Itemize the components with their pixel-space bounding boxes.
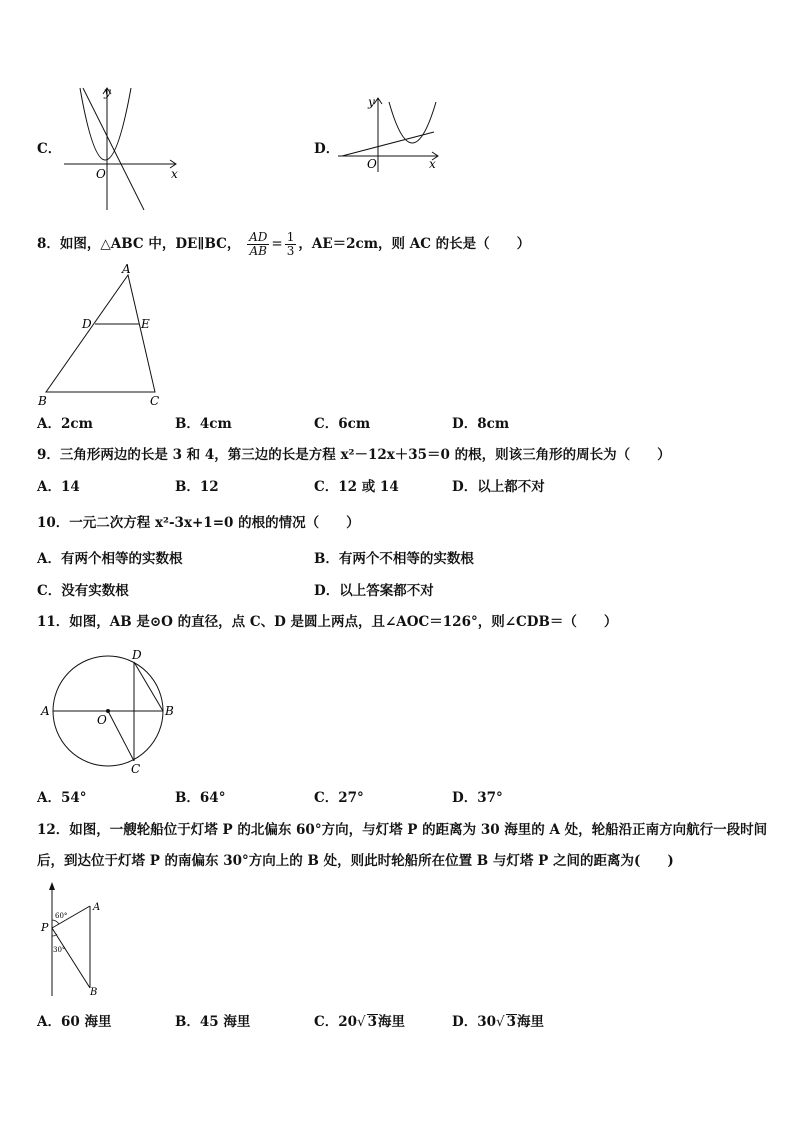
- q11-circle-figure: [36, 646, 186, 776]
- q11-option-a[interactable]: A．54°: [37, 790, 87, 806]
- q7-option-d-label: D．: [314, 141, 340, 157]
- q9-stem: 9．三角形两边的长是 3 和 4，第三边的长是方程 x²－12x＋35＝0 的根，则该三角形的周长为（ ）: [37, 447, 671, 463]
- q9-option-d[interactable]: D．以上都不对: [452, 479, 545, 495]
- q7c-axis-x-label: x: [171, 167, 178, 181]
- q12-label-a: A: [93, 902, 101, 913]
- q8-val-den: 3: [286, 244, 295, 258]
- sqrt-icon: √: [496, 1014, 505, 1030]
- q8-triangle-figure: [34, 262, 174, 407]
- q11-label-d: D: [132, 648, 142, 662]
- q11-option-b[interactable]: B．64°: [175, 790, 226, 806]
- q7c-axis-y-label: y: [104, 85, 111, 99]
- q12-option-c[interactable]: [314, 1013, 405, 1031]
- q10-option-a[interactable]: A．有两个相等的实数根: [37, 551, 183, 567]
- q12-option-d-suffix: 海里: [517, 1014, 545, 1030]
- q8-fraction-ad-ab: [247, 231, 269, 258]
- q12-stem-line2: 后，到达位于灯塔 P 的南偏东 30°方向上的 B 处，则此时轮船所在位置 B 与灯塔 P 之间的距离为( ): [37, 853, 674, 869]
- q12-option-d[interactable]: [452, 1013, 544, 1031]
- q8-text-after: ，AE＝2cm，则 AC 的长是（ ）: [298, 236, 531, 252]
- q7d-axis-y-label: y: [368, 95, 375, 109]
- q12-option-c-suffix: 海里: [378, 1014, 406, 1030]
- q11-label-a: A: [41, 704, 50, 718]
- q11-stem: 11．如图，AB 是⊙O 的直径，点 C、D 是圆上两点，且∠AOC＝126°，则∠CDB＝（ ）: [37, 614, 618, 630]
- q8-label-d: D: [82, 317, 92, 331]
- q12-label-p: P: [41, 921, 49, 934]
- q12-option-c-radicand: 3: [367, 1014, 378, 1030]
- q12-option-d-prefix: D．30: [452, 1014, 496, 1030]
- q11-option-c[interactable]: C．27°: [314, 790, 364, 806]
- q8-stem: [37, 231, 530, 258]
- q8-label-e: E: [141, 317, 150, 331]
- q12-option-d-radicand: 3: [506, 1014, 517, 1030]
- q12-option-b[interactable]: B．45 海里: [175, 1014, 251, 1030]
- q8-option-b[interactable]: B．4cm: [175, 416, 232, 432]
- q10-option-d[interactable]: D．以上答案都不对: [314, 583, 434, 599]
- q7-option-d-graph: [334, 94, 444, 174]
- q11-label-b: B: [165, 704, 174, 718]
- q8-option-d[interactable]: D．8cm: [452, 416, 510, 432]
- q9-option-b[interactable]: B．12: [175, 479, 219, 495]
- q10-option-b[interactable]: B．有两个不相等的实数根: [314, 551, 474, 567]
- q10-option-c[interactable]: C．没有实数根: [37, 583, 129, 599]
- q12-label-b: B: [90, 987, 98, 998]
- q12-angle-60: 60°: [55, 912, 68, 920]
- q12-angle-30: 30°: [53, 946, 66, 954]
- q8-text-before: 8．如图，△ABC 中，DE∥BC，: [37, 236, 241, 252]
- q11-label-c: C: [131, 762, 141, 776]
- q9-option-a[interactable]: A．14: [37, 479, 80, 495]
- q8-label-a: A: [122, 262, 131, 276]
- q12-bearing-figure: [38, 880, 128, 998]
- q12-option-a[interactable]: A．60 海里: [37, 1014, 112, 1030]
- q8-equals: =: [271, 236, 283, 252]
- q7-option-c-label: C．: [37, 141, 62, 157]
- q8-option-c[interactable]: C．6cm: [314, 416, 371, 432]
- q9-option-c[interactable]: C．12 或 14: [314, 479, 399, 495]
- q8-frac-den: AB: [249, 244, 267, 258]
- q8-label-b: B: [38, 394, 47, 408]
- q7d-axis-x-label: x: [429, 157, 436, 171]
- q8-fraction-value: [285, 231, 297, 258]
- q10-stem: 10．一元二次方程 x²-3x+1=0 的根的情况（ ）: [37, 515, 360, 531]
- q11-label-o: O: [97, 713, 107, 727]
- q8-option-a[interactable]: A．2cm: [37, 416, 93, 432]
- q7c-origin-label: O: [96, 167, 106, 181]
- sqrt-icon: √: [357, 1014, 366, 1030]
- q11-option-d[interactable]: D．37°: [452, 790, 503, 806]
- q12-stem-line1: 12．如图，一艘轮船位于灯塔 P 的北偏东 60°方向，与灯塔 P 的距离为 30 海里的 A 处，轮船沿正南方向航行一段时间: [37, 822, 768, 838]
- q12-option-c-prefix: C．20: [314, 1014, 358, 1030]
- q8-frac-num: AD: [249, 230, 268, 244]
- q8-label-c: C: [150, 394, 160, 408]
- q7d-origin-label: O: [367, 157, 377, 171]
- q8-val-num: 1: [286, 230, 295, 244]
- q7-option-c-graph: [58, 82, 188, 212]
